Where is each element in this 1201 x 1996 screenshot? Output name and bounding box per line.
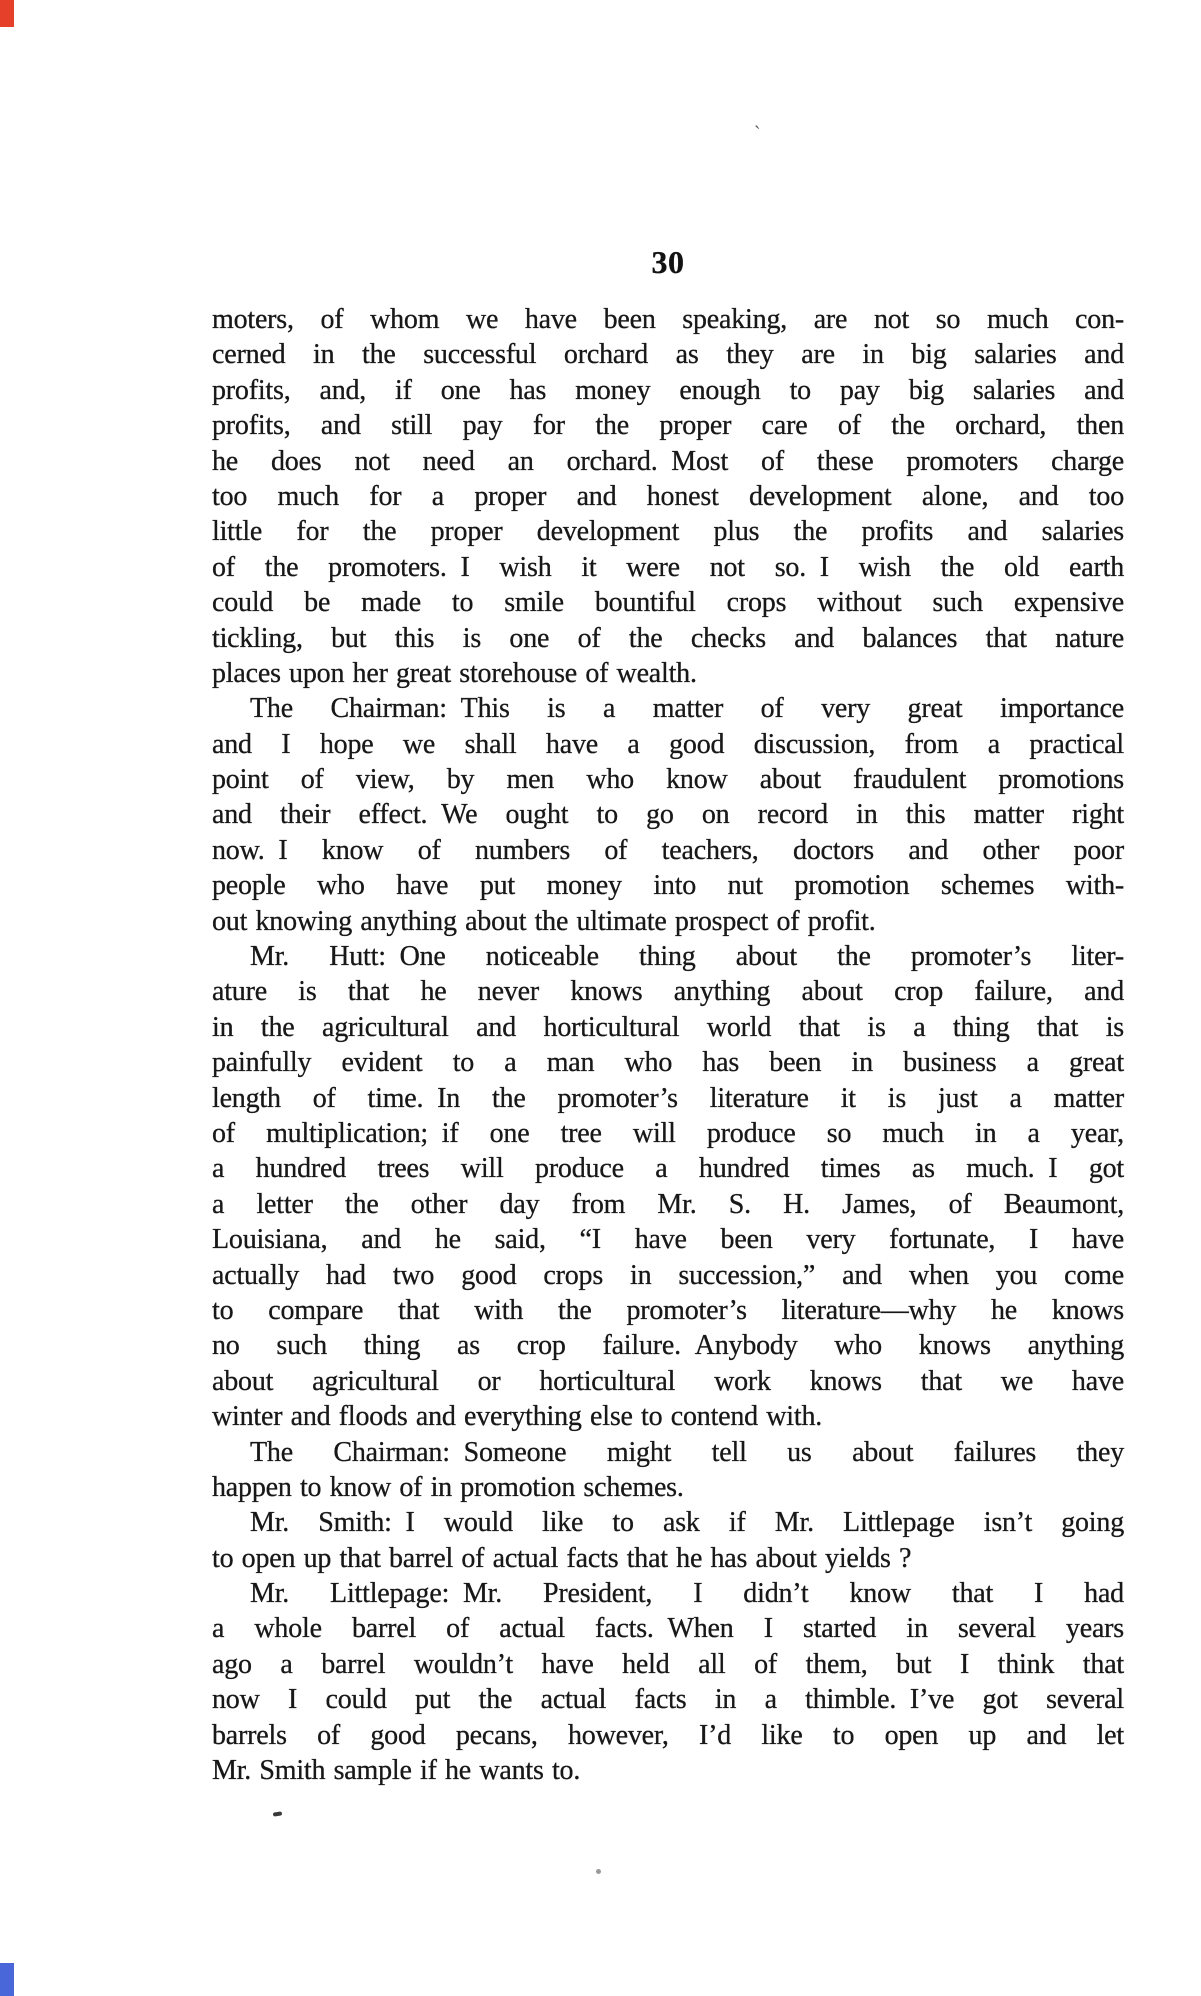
- text-line: to compare that with the promoter’s literature—why he knows: [212, 1294, 1124, 1326]
- text-line: painfully evident to a man who has been in business a great: [212, 1047, 1124, 1079]
- text-line: no such thing as crop failure. Anybody who knows anything: [212, 1330, 1124, 1362]
- stray-ink-tick-mark: ‵: [754, 122, 763, 146]
- text-line: The Chairman: This is a matter of very great importance: [250, 693, 1124, 725]
- paragraph: [212, 1435, 1124, 1506]
- text-line: happen to know of in promotion schemes.: [212, 1471, 684, 1503]
- text-line: a hundred trees will produce a hundred times as much. I got: [212, 1153, 1124, 1185]
- page-text-block: [212, 302, 1124, 1788]
- paragraph: [212, 302, 1124, 691]
- paragraph: [212, 1505, 1124, 1576]
- text-line: length of time. In the promoter’s literature it is just a matter: [212, 1082, 1124, 1114]
- paragraph: [212, 939, 1124, 1434]
- text-line: Mr. Smith sample if he wants to.: [212, 1755, 581, 1787]
- text-line: out knowing anything about the ultimate prospect of profit.: [212, 905, 876, 937]
- ink-speck: [273, 1811, 282, 1816]
- text-line: of the promoters. I wish it were not so. I wish the old earth: [212, 551, 1124, 583]
- top-left-red-edge-mark: [0, 0, 14, 27]
- text-line: could be made to smile bountiful crops without such expensive: [212, 587, 1124, 619]
- text-line: point of view, by men who know about fraudulent promotions: [212, 764, 1124, 796]
- paragraph: [212, 1576, 1124, 1788]
- text-line: a whole barrel of actual facts. When I started in several years: [212, 1613, 1124, 1645]
- text-line: to open up that barrel of actual facts that he has about yields ?: [212, 1542, 912, 1574]
- text-line: actually had two good crops in succession,” and when you come: [212, 1259, 1124, 1291]
- paragraph: [212, 691, 1124, 939]
- text-line: profits, and still pay for the proper care of the orchard, then: [212, 410, 1124, 442]
- bottom-left-blue-edge-mark: [0, 1963, 14, 1996]
- text-line: and their effect. We ought to go on record in this matter right: [212, 799, 1124, 831]
- text-line: Mr. Hutt: One noticeable thing about the promoter’s liter-: [250, 941, 1124, 973]
- text-line: moters, of whom we have been speaking, are not so much con-: [212, 304, 1124, 335]
- text-line: he does not need an orchard. Most of these promoters charge: [212, 445, 1124, 477]
- text-line: little for the proper development plus the profits and salaries: [212, 516, 1124, 548]
- text-line: winter and floods and everything else to contend with.: [212, 1401, 823, 1433]
- text-line: and I hope we shall have a good discussion, from a practical: [212, 728, 1124, 760]
- text-line: Mr. Littlepage: Mr. President, I didn’t know that I had: [250, 1578, 1124, 1610]
- text-line: Mr. Smith: I would like to ask if Mr. Littlepage isn’t going: [250, 1507, 1124, 1539]
- text-line: places upon her great storehouse of wealth.: [212, 657, 697, 689]
- text-line: Louisiana, and he said, “I have been very fortunate, I have: [212, 1224, 1124, 1256]
- page-number: 30: [651, 244, 685, 280]
- text-line: tickling, but this is one of the checks and balances that nature: [212, 622, 1124, 654]
- text-line: about agricultural or horticultural work knows that we have: [212, 1365, 1124, 1397]
- text-line: ago a barrel wouldn’t have held all of them, but I think that: [212, 1648, 1124, 1680]
- text-line: cerned in the successful orchard as they are in big salaries and: [212, 339, 1124, 371]
- text-line: The Chairman: Someone might tell us about failures they: [250, 1436, 1124, 1468]
- text-line: now I could put the actual facts in a thimble. I’ve got several: [212, 1684, 1124, 1716]
- text-line: now. I know of numbers of teachers, doctors and other poor: [212, 834, 1124, 866]
- text-line: a letter the other day from Mr. S. H. James, of Beaumont,: [212, 1188, 1124, 1220]
- text-line: barrels of good pecans, however, I’d like to open up and let: [212, 1719, 1124, 1751]
- text-line: of multiplication; if one tree will produce so much in a year,: [212, 1117, 1124, 1149]
- text-line: people who have put money into nut promotion schemes with-: [212, 870, 1124, 902]
- text-line: in the agricultural and horticultural world that is a thing that is: [212, 1011, 1124, 1043]
- text-line: ature is that he never knows anything about crop failure, and: [212, 976, 1124, 1008]
- ink-speck: [596, 1869, 601, 1874]
- text-line: profits, and, if one has money enough to pay big salaries and: [212, 374, 1124, 406]
- text-line: too much for a proper and honest development alone, and too: [212, 480, 1124, 512]
